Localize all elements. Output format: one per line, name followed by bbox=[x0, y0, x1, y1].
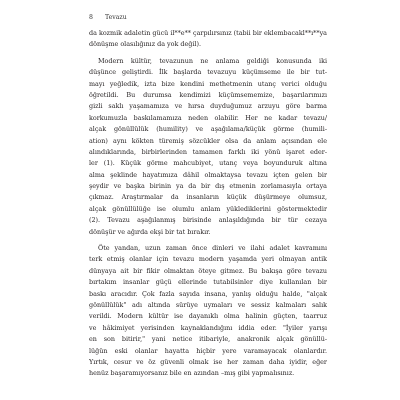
text-line: şeydir ve başka birinin ya da bir dış etmenin zorlamasıyla ortaya bbox=[89, 182, 327, 191]
text-line: lüğün eski olanlar hayatta hiçbir yere varamayacak olanlardır. bbox=[89, 346, 327, 355]
paragraph bbox=[89, 56, 327, 238]
text-line: gönüllülük" adı altında sürüye uymaları ve sessiz kalmaları salık bbox=[89, 300, 327, 309]
text-line: Öte yandan, uzun zaman önce dinleri ve ilahi adalet kavramını bbox=[98, 244, 327, 253]
text-line: düşünce geliştirdi. İlk başlarda tevazuyu küçümseme ile bir tut- bbox=[89, 68, 327, 77]
text-line: henüz başaramıyorsanız bile en azından –mış gibi yapmalısınız. bbox=[89, 369, 295, 378]
text-line: dönüşme olasılığınız da yok değil). bbox=[89, 40, 201, 49]
text-line: Yırtık, cesur ve öz güvenli olmak ise her zaman daha iyidir, eğer bbox=[89, 357, 327, 366]
text-line: dünyaya ait bir fikir olmaktan öteye gitmez. Bu bakışa göre tevazu bbox=[89, 266, 327, 275]
paragraph bbox=[89, 243, 327, 380]
text-line: alçak gönüllülüğe ise olumlu anlam yüklediklerini göstermektedir bbox=[89, 204, 327, 213]
running-title: Tevazu bbox=[104, 14, 127, 21]
text-line: baskı aracıdır. Çok fazla sayıda insana, yanlış olduğu halde, "alçak bbox=[89, 289, 327, 298]
text-line: verildi. Modern kültür ise dayanıklı olma halinin güçten, taarruz bbox=[89, 312, 327, 321]
text-line: ation) aynı kökten türemiş sözcükler olsa da anlam açısından ele bbox=[89, 136, 327, 145]
text-line: (2). Tevazu aşağılanmış birisinde anlaşıldığında bir tür cezaya bbox=[89, 216, 327, 225]
text-line: dönüşür ve ağırda ekşi bir tat bırakır. bbox=[89, 227, 211, 236]
text-line: ler (1). Küçük görme mahcubiyet, utanç veya boyunduruk altına bbox=[89, 159, 327, 168]
text-line: mayı yeğledik, izta bize kendini methetmenin utanç verici olduğu bbox=[89, 79, 327, 88]
text-line: alma şeklinde hayatımıza dâhil olmaktaysa tevazu içten gelen bir bbox=[89, 170, 327, 179]
running-header bbox=[89, 14, 127, 21]
paragraph bbox=[89, 28, 327, 51]
text-line: terk etmiş olanlar için tevazu modern yaşamda yeri olmayan antik bbox=[89, 255, 327, 264]
text-line: bırtakım insanlar güçü ellerinde tutabilsinler diye kullanılan bir bbox=[89, 278, 327, 287]
text-line: gizli saklı yaşamamıza ve hırsa duyduğumuz arzuyu göre barma bbox=[89, 102, 327, 111]
text-line: alçak gönüllülük (humility) ve aşağılama/küçük görme (humili- bbox=[89, 125, 327, 134]
text-line: çıkmaz. Araştırmalar da insanların küçük düşürmeye olumsuz, bbox=[89, 193, 327, 202]
text-line: öğretildi. Bu durumsa kendimizi küçümsememize, başarılarımızı bbox=[89, 90, 327, 99]
text-line: Modern kültür, tevazunun ne anlama geldiği konusunda iki bbox=[98, 56, 327, 65]
text-line: korkumuzla baskılamamıza neden olabilir. Her ne kadar tevazu/ bbox=[89, 113, 327, 122]
text-line: alındıklarında, birbirlerinden tamamen farklı iki yönü işaret eder- bbox=[89, 147, 327, 156]
body-text bbox=[89, 28, 327, 380]
text-line: ve hâkimiyet yerisinden kaynaklandığını iddia eder. "İyiler yarışı bbox=[89, 323, 327, 332]
page-number: 8 bbox=[89, 14, 93, 21]
text-line: da kozmik adaletin gücü il**e** çarpılırsınız (tabii bir eklembacakl**ı**ya bbox=[89, 29, 327, 37]
text-line: en son bitirir," yani netice itibariyle, anakronik alçak gönüllü- bbox=[89, 335, 327, 344]
